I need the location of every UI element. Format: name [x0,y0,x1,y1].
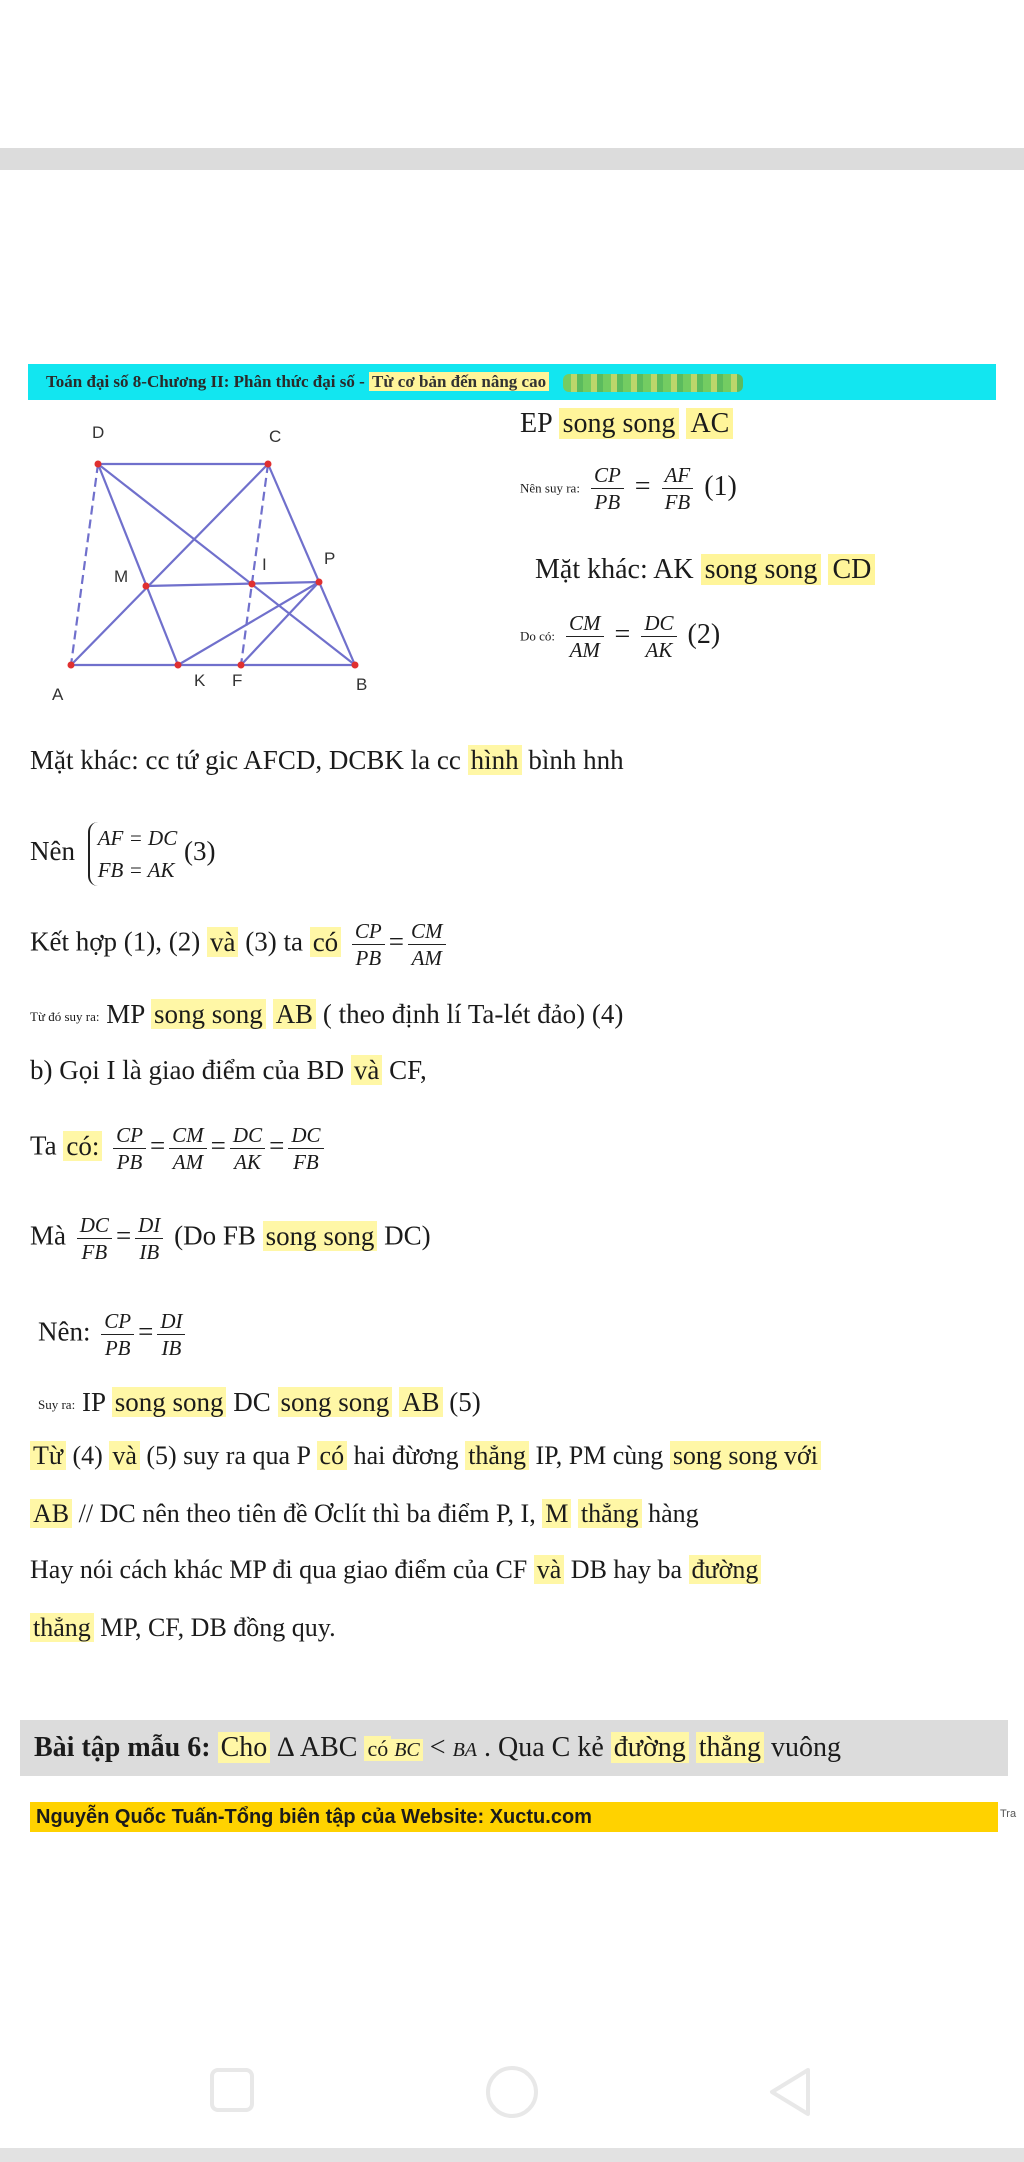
text: Nên: [38,1316,91,1347]
denominator: FB [664,490,691,514]
denominator: AM [569,638,600,662]
point-f [238,662,245,669]
text: Mặt khác: cc tứ gic AFCD, DCBK la cc [30,745,468,775]
line-ak-parallel [535,552,875,588]
segment-fp [241,582,319,665]
text: hai đừơng [347,1441,466,1470]
highlight: AC [686,408,733,439]
line-conclude-3 [30,1552,761,1588]
denominator: AM [411,946,442,970]
text: vuông [763,1732,841,1763]
header-highlight: Từ cơ bản đến nâng cao [369,372,549,391]
label-f: F [232,671,243,690]
equation-tag: (3) [183,836,216,867]
highlight: song song [263,1221,378,1251]
point-b [352,662,359,669]
text: b) Gọi I là giao điểm của BD [30,1055,351,1085]
denominator: AM [172,1150,204,1174]
text: // DC nên theo tiên đề Ơclít thì ba điểm P, I, [72,1499,543,1528]
viewer-bottom-strip [0,2148,1024,2162]
line-ratio-2 [520,610,720,663]
text: Kết hợp (1), (2) [30,926,207,957]
system-row: AF = DC [97,826,178,850]
text: EP [520,408,559,439]
label-i: I [262,555,267,574]
point-c [265,461,272,468]
text: (3) ta [238,926,310,957]
numerator: DC [230,1122,265,1149]
highlight: song song [701,554,822,585]
point-i [249,581,256,588]
highlight: có [317,1441,348,1470]
equals: = [210,1130,226,1161]
text: . Qua C kẻ [477,1732,611,1763]
label-k: K [194,671,206,690]
small-text: Do có: [520,628,556,644]
text: DB hay ba [564,1555,689,1584]
line-nen [38,1308,189,1361]
highlight: AB [399,1387,443,1417]
highlight: AB [273,999,317,1029]
screen-top-blank [0,0,1024,148]
fraction-cp-pb [591,462,624,515]
numerator: CM [408,918,446,945]
label-a: A [52,685,64,704]
system-row: FB = AK [97,858,175,882]
page-header [28,364,996,400]
denominator: FB [81,1240,108,1264]
page-footer: Nguyễn Quốc Tuấn-Tổng biên tập của Website: Xuctu.com [30,1802,998,1832]
segment-ca [71,464,268,665]
denominator: PB [355,946,382,970]
header-text: Toán đại số 8-Chương II: Phân thức đại số - [46,372,369,391]
text: MP [99,999,152,1029]
exercise-title: Bài tập mẫu 6: [34,1732,218,1763]
line-system-3 [30,822,215,886]
text [689,1732,696,1763]
text: BA [452,1739,477,1761]
geometry-figure [44,410,384,710]
numerator: DI [135,1212,163,1239]
text: DC [226,1387,278,1417]
text: MP, CF, DB đồng quy. [93,1613,336,1642]
text: hàng [641,1499,699,1528]
equals: = [115,1220,132,1251]
page-tag: Tra [1000,1808,1017,1820]
highlight: Từ [30,1441,66,1470]
text: Hay nói cách khác MP đi qua giao điểm của CF [30,1555,534,1584]
line-conclude-4 [30,1610,336,1646]
numerator: DC [641,610,676,637]
exercise-heading [20,1720,1008,1776]
numerator: DI [157,1308,185,1335]
label-c: C [269,427,282,446]
text: Mà [30,1220,66,1251]
numerator: CM [169,1122,207,1149]
equals: = [149,1130,166,1161]
line-mp-parallel [30,996,623,1035]
highlight: song song [112,1387,227,1417]
text: (Do FB [174,1220,263,1251]
numerator: CM [566,610,604,637]
highlight: song song với [670,1441,821,1470]
line-ta-co [30,1122,328,1175]
numerator: CP [101,1308,134,1335]
point-a [68,662,75,669]
label-b: B [356,675,368,694]
highlight: song song [278,1387,393,1417]
highlight: và [207,927,238,957]
highlight: thẳng [696,1732,764,1763]
equation-tag: (2) [687,618,721,650]
text: (5) [442,1387,481,1417]
line-conclude-2 [30,1496,699,1532]
highlight: có: [63,1131,102,1161]
highlight: và [534,1555,565,1584]
viewer-top-strip [0,148,1024,170]
small-text: Suy ra: [38,1396,76,1412]
equals: = [388,926,404,957]
text: (5) suy ra qua P [139,1441,317,1470]
highlight: thẳng [30,1613,94,1642]
highlight: CD [828,554,875,585]
highlight: hình [468,745,522,775]
line-part-b [30,1052,427,1088]
segment-mp [146,582,319,586]
text [571,1499,578,1528]
segment-db [98,464,355,665]
fraction [77,1212,112,1265]
line-ratio-1 [520,462,737,515]
highlight: đường [611,1732,689,1763]
denominator: PB [594,490,621,514]
fraction [101,1308,134,1361]
text: DC) [377,1220,431,1251]
text: ∆ ABC [270,1732,365,1763]
point-k [175,662,182,669]
text: IP, PM cùng [528,1441,670,1470]
line-parallelograms [30,742,624,778]
highlight: AB [30,1499,72,1528]
point-m [143,583,150,590]
numerator: CP [113,1122,146,1149]
fraction-af-fb [662,462,694,515]
segment-cb [268,464,355,665]
line-combine [30,918,450,971]
label-m: M [114,567,129,586]
text: (4) [65,1441,110,1470]
text: Ta [30,1130,64,1161]
equals: = [269,1130,285,1161]
highlight: BC [391,1739,423,1761]
highlight: có [310,927,341,957]
numerator: DC [288,1122,323,1149]
label-d: D [92,423,105,442]
text: IP [75,1387,112,1417]
text: < [422,1732,453,1763]
equation-system [88,822,178,886]
text: Nên [30,836,75,867]
fraction [408,918,446,971]
denominator: PB [116,1150,143,1174]
header-decoration [563,374,743,392]
denominator: IB [139,1240,160,1264]
highlight: và [351,1055,382,1085]
segment-da [71,464,98,665]
text: bình hnh [521,745,624,775]
fraction [157,1308,185,1361]
fraction [135,1212,163,1265]
fraction-cm-am [566,610,604,663]
small-text: Nên suy ra: [520,480,580,496]
fraction [288,1122,323,1175]
denominator: AK [234,1150,261,1174]
highlight: song song [151,999,266,1029]
text: ( theo định lí Ta-lét đảo) (4) [316,999,624,1029]
denominator: PB [104,1336,131,1360]
highlight: có [364,1736,391,1761]
point-p [316,579,323,586]
highlight: đường [689,1555,762,1584]
fraction [113,1122,146,1175]
highlight: thẳng [578,1499,642,1528]
highlight: Cho [218,1732,271,1763]
segment-kp [178,582,319,665]
denominator: FB [293,1150,319,1174]
denominator: IB [161,1336,182,1360]
highlight: thẳng [465,1441,529,1470]
equals: = [614,618,631,650]
numerator: CP [591,462,624,489]
numerator: DC [77,1212,112,1239]
equals: = [634,470,651,502]
back-icon[interactable] [764,2064,814,2120]
fraction [230,1122,265,1175]
home-icon[interactable] [484,2064,540,2120]
line-ip-parallel [38,1384,481,1423]
line-ma [30,1212,431,1265]
label-p: P [324,549,336,568]
fraction-dc-ak [641,610,676,663]
line-ep-parallel [520,406,733,442]
denominator: AK [645,638,673,662]
text: Mặt khác: AK [535,554,701,585]
highlight: và [109,1441,140,1470]
highlight: song song [559,408,680,439]
text: CF, [382,1055,427,1085]
equals: = [138,1316,154,1347]
equation-tag: (1) [704,470,737,502]
fraction [169,1122,207,1175]
fraction [352,918,385,971]
numerator: AF [662,462,694,489]
recent-apps-icon[interactable] [208,2064,256,2116]
highlight: M [542,1499,571,1528]
numerator: CP [352,918,385,945]
point-d [95,461,102,468]
line-conclude-1 [30,1438,821,1474]
small-text: Từ đó suy ra: [30,1008,100,1024]
